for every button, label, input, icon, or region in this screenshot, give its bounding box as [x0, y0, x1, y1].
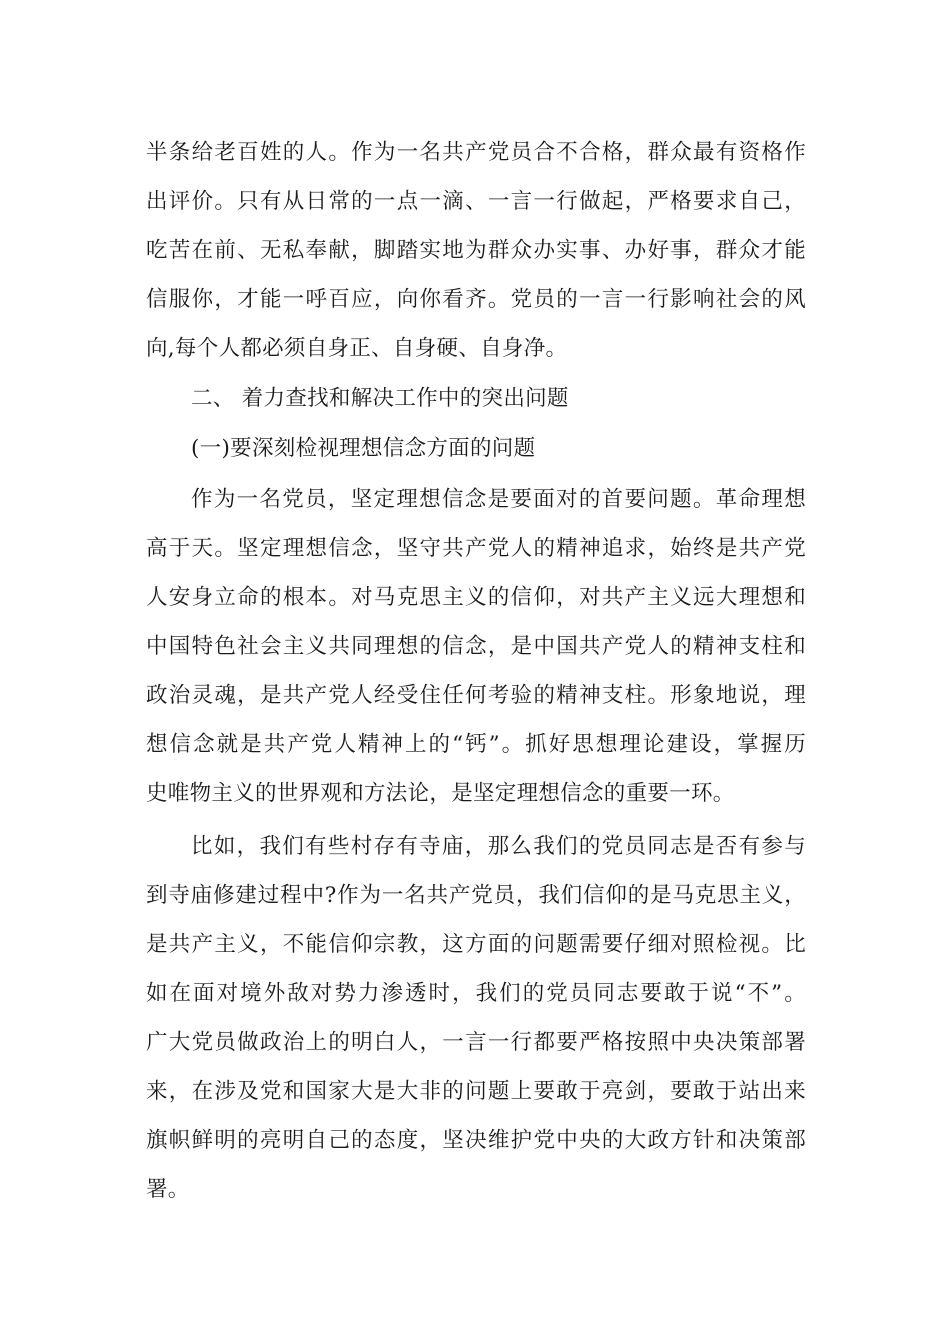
- paragraph-2-line-1: 作为一名党员，坚定理想信念是要面对的首要问题。革命理想: [191, 487, 806, 512]
- paragraph-3-line-7: 旗帜鲜明的亮明自己的态度，坚决维护党中央的大政方针和决策部: [146, 1128, 806, 1153]
- paragraph-2-line-2: 高于天。坚定理想信念，坚守共产党人的精神追求，始终是共产党: [146, 536, 806, 561]
- paragraph-3-line-5: 广大党员做政治上的明白人，一言一行都要严格按照中央决策部署: [146, 1030, 806, 1055]
- paragraph-3-line-8: 署。: [146, 1177, 190, 1202]
- paragraph-2-line-5: 政治灵魂，是共产党人经受住任何考验的精神支柱。形象地说，理: [146, 683, 806, 708]
- paragraph-3-line-2: 到寺庙修建过程中?作为一名共产党员，我们信仰的是马克思主义，: [146, 883, 806, 908]
- paragraph-1-line-4: 信服你，才能一呼百应，向你看齐。党员的一言一行影响社会的风: [146, 287, 806, 312]
- paragraph-1-line-2: 出评价。只有从日常的一点一滴、一言一行做起，严格要求自己，: [146, 189, 806, 214]
- paragraph-2-line-6: 想信念就是共产党人精神上的“钙”。抓好思想理论建设，掌握历: [146, 732, 806, 757]
- paragraph-2-line-3: 人安身立命的根本。对马克思主义的信仰，对共产主义远大理想和: [146, 585, 806, 610]
- paragraph-3-line-6: 来，在涉及党和国家大是大非的问题上要敢于亮剑，要敢于站出来: [146, 1079, 806, 1104]
- paragraph-3-line-4: 如在面对境外敌对势力渗透时，我们的党员同志要敢于说“不”。: [146, 981, 806, 1006]
- paragraph-2-line-4: 中国特色社会主义共同理想的信念，是中国共产党人的精神支柱和: [146, 634, 806, 659]
- paragraph-1-line-5: 向,每个人都必须自身正、自身硬、自身净。: [146, 336, 568, 361]
- paragraph-2-line-7: 史唯物主义的世界观和方法论，是坚定理想信念的重要一环。: [146, 781, 735, 806]
- paragraph-3-line-1: 比如，我们有些村存有寺庙，那么我们的党员同志是否有参与: [191, 834, 806, 859]
- paragraph-1-line-1: 半条给老百姓的人。作为一名共产党员合不合格，群众最有资格作: [146, 140, 806, 165]
- paragraph-1-line-3: 吃苦在前、无私奉献，脚踏实地为群众办实事、办好事，群众才能: [146, 238, 806, 263]
- subheading-1: (一)要深刻检视理想信念方面的问题: [191, 436, 536, 461]
- paragraph-3-line-3: 是共产主义，不能信仰宗教，这方面的问题需要仔细对照检视。比: [146, 932, 806, 957]
- section-heading-2: 二、 着力查找和解决工作中的突出问题: [191, 386, 569, 411]
